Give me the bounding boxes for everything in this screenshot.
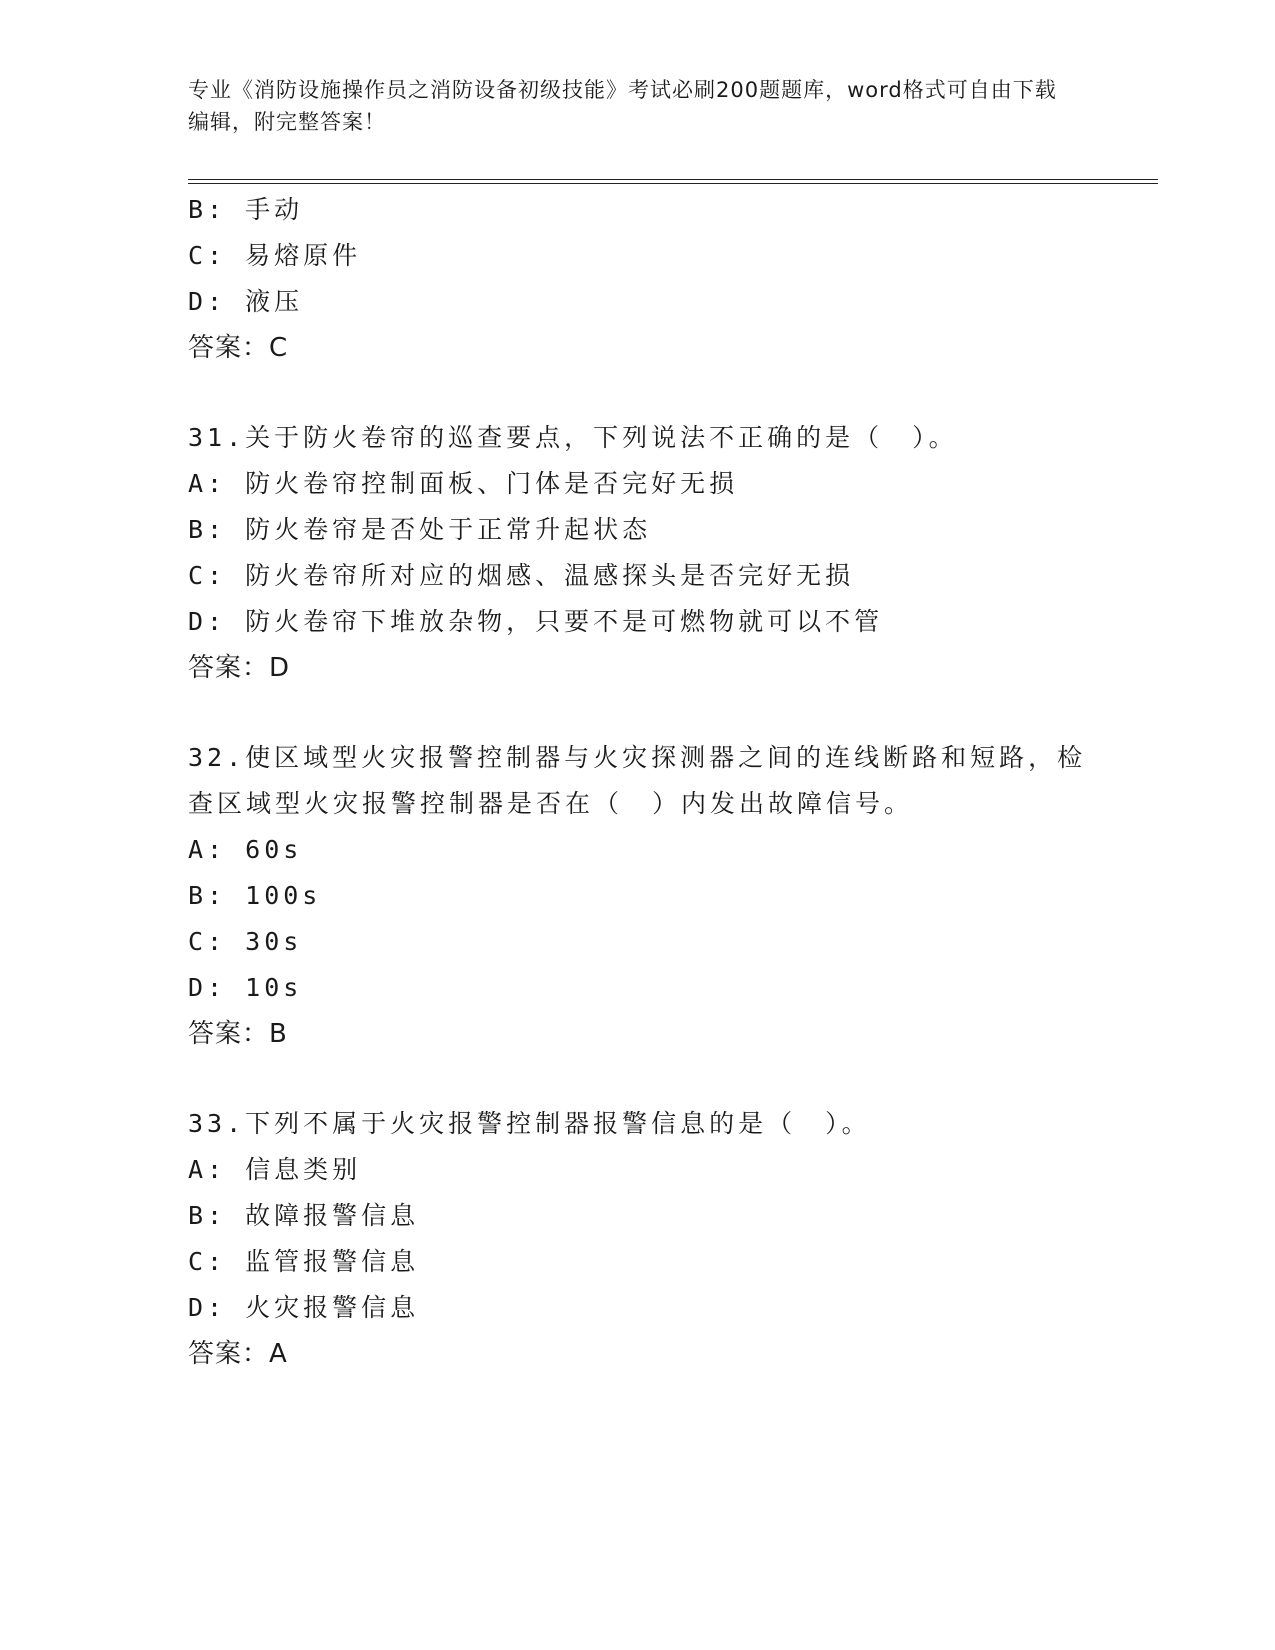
question-stem: 31.关于防火卷帘的巡查要点，下列说法不正确的是（ ）。	[188, 423, 958, 452]
option-a: A: 防火卷帘控制面板、门体是否完好无损	[188, 469, 739, 498]
question-stem: 32.使区域型火灾报警控制器与火灾探测器之间的连线断路和短路，检查区域型火灾报警控制器是否在（ ）内发出故障信号。	[188, 743, 1087, 818]
answer-line: 答案：D	[188, 653, 291, 683]
option-d: D: 防火卷帘下堆放杂物，只要不是可燃物就可以不管	[188, 607, 884, 636]
question-stem: 33.下列不属于火灾报警控制器报警信息的是（ ）。	[188, 1109, 871, 1138]
option-d: D: 火灾报警信息	[188, 1293, 420, 1322]
option-b: B: 100s	[188, 881, 322, 910]
option-c: C: 监管报警信息	[188, 1247, 420, 1276]
document-header: 专业《消防设施操作员之消防设备初级技能》考试必刷200题题库，word格式可自由下载编辑，附完整答案！	[188, 78, 1057, 134]
option-c: C: 30s	[188, 927, 303, 956]
answer-line: 答案：C	[188, 333, 289, 363]
question-32	[188, 735, 1148, 1057]
option-b: B: 防火卷帘是否处于正常升起状态	[188, 515, 652, 544]
header-rule-bottom	[188, 183, 1158, 184]
question-33	[188, 1101, 1148, 1377]
answer-line: 答案：B	[188, 1019, 288, 1049]
option-d: D: 10s	[188, 973, 303, 1002]
option-a: A: 60s	[188, 835, 303, 864]
option-b: B: 故障报警信息	[188, 1201, 420, 1230]
option-b: B: 手动	[188, 195, 304, 224]
question-list	[188, 187, 1148, 1377]
option-c: C: 防火卷帘所对应的烟感、温感探头是否完好无损	[188, 561, 855, 590]
header-rule-top	[188, 179, 1158, 180]
option-d: D: 液压	[188, 287, 304, 316]
option-c: C: 易熔原件	[188, 241, 362, 270]
question-31	[188, 415, 1148, 691]
option-a: A: 信息类别	[188, 1155, 362, 1184]
answer-line: 答案：A	[188, 1339, 288, 1369]
continued-question	[188, 187, 1148, 371]
